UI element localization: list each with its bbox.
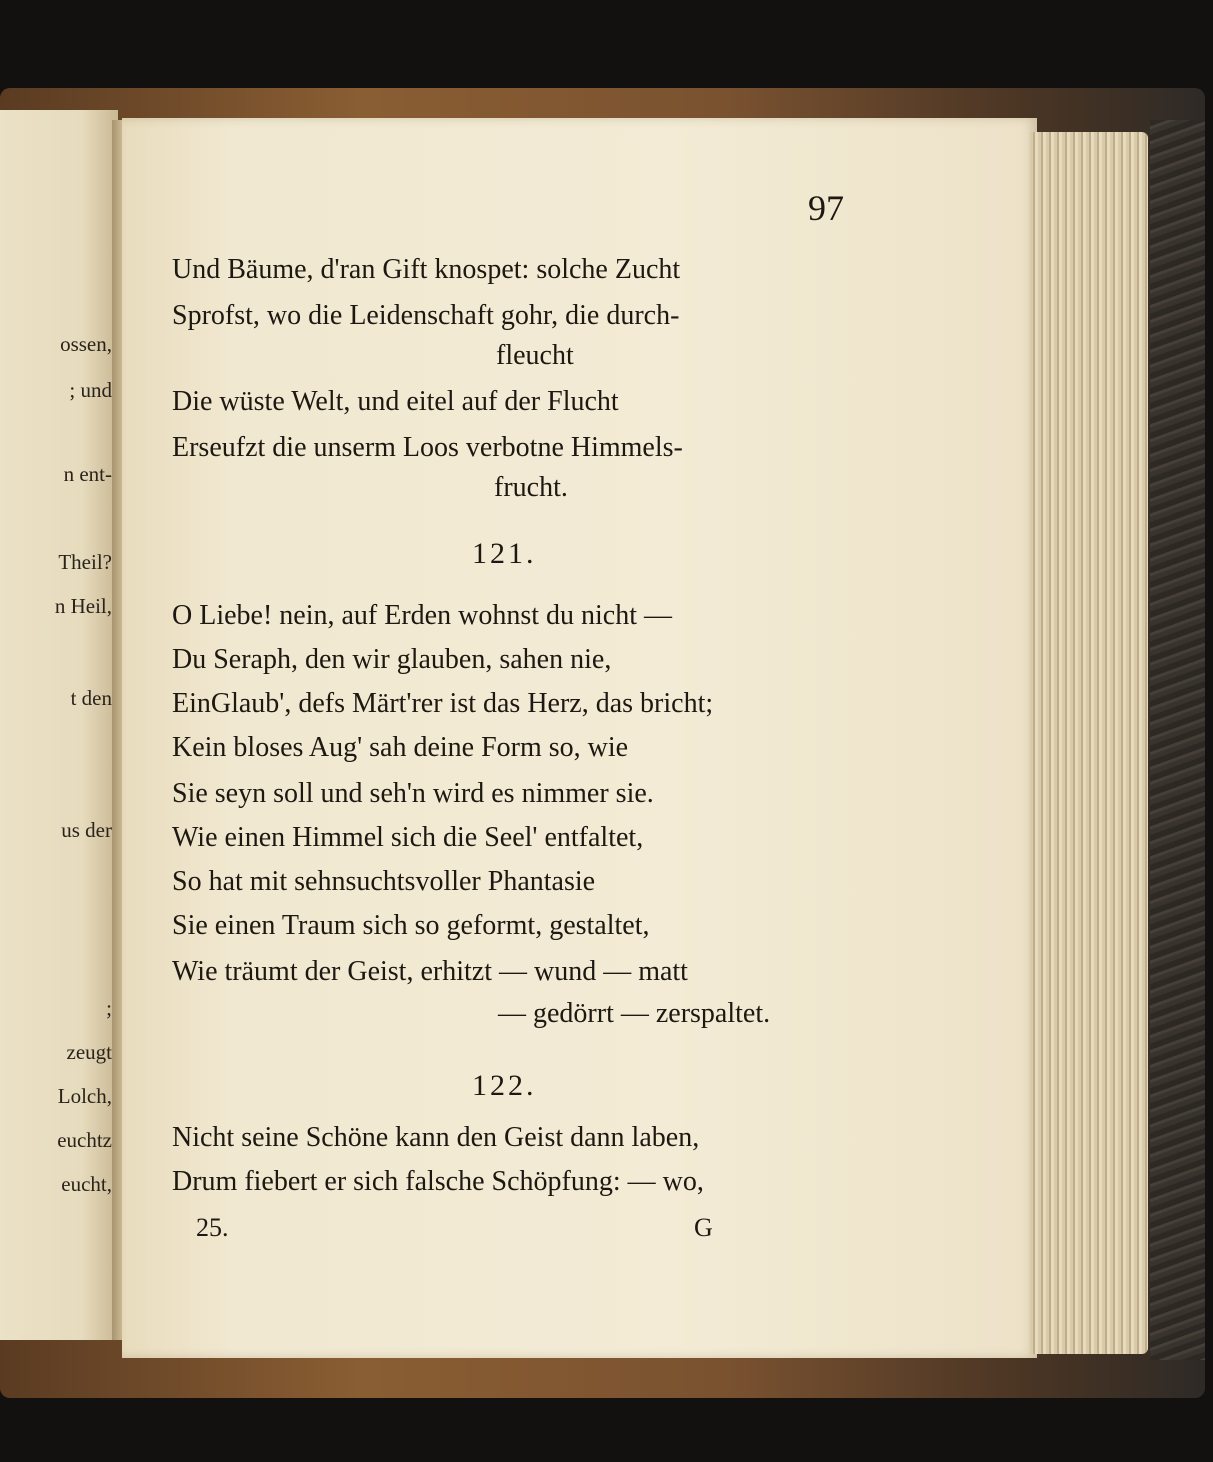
left-page-line: ossen, xyxy=(60,332,112,356)
page-edges xyxy=(1030,132,1148,1354)
left-page-line: eucht, xyxy=(61,1172,112,1196)
verse-line: fleucht xyxy=(496,340,574,371)
left-page-line: us der xyxy=(61,818,112,842)
verse-line: Drum fiebert er sich falsche Schöpfung: — wo, xyxy=(172,1166,704,1197)
verse-line: Sprofst, wo die Leidenschaft gohr, die durch- xyxy=(172,300,680,331)
signature-letter: G xyxy=(694,1213,713,1242)
left-page-line: n ent- xyxy=(63,462,112,486)
verse-line: Du Seraph, den wir glauben, sahen nie, xyxy=(172,644,612,675)
verse-line: Und Bäume, d'ran Gift knospet: solche Zucht xyxy=(172,254,681,285)
left-page-line: n Heil, xyxy=(54,594,112,618)
verse-line: O Liebe! nein, auf Erden wohnst du nicht — xyxy=(172,600,672,631)
left-page-line: Theil? xyxy=(58,550,112,574)
signature-number: 25. xyxy=(196,1213,229,1242)
verse-line: Erseufzt die unserm Loos verbotne Himmels- xyxy=(172,432,683,463)
left-page-line: ; xyxy=(106,996,112,1020)
verse-line: So hat mit sehnsuchtsvoller Phantasie xyxy=(172,866,596,897)
stanza-number: 121. xyxy=(472,537,537,570)
page-number: 97 xyxy=(808,188,844,228)
verse-line: Wie träumt der Geist, erhitzt — wund — matt xyxy=(172,956,688,987)
verse-line: Kein bloses Aug' sah deine Form so, wie xyxy=(172,732,629,763)
cover-marbled-edge xyxy=(1150,120,1205,1360)
verse-line: Sie einen Traum sich so geformt, gestaltet, xyxy=(172,910,650,941)
left-page-line: t den xyxy=(70,686,112,710)
verse-line: frucht. xyxy=(494,472,568,503)
verse-line: Die wüste Welt, und eitel auf der Flucht xyxy=(172,386,619,417)
verse-line: EinGlaub', defs Märt'rer ist das Herz, das bricht; xyxy=(172,688,714,719)
stanza-number: 122. xyxy=(472,1069,537,1102)
left-page-line: ; und xyxy=(69,378,112,402)
left-page xyxy=(0,110,118,1340)
left-page-line: euchtz xyxy=(57,1128,112,1152)
verse-line: — gedörrt — zerspaltet. xyxy=(498,998,771,1029)
left-page-line: zeugt xyxy=(66,1040,112,1064)
verse-line: Nicht seine Schöne kann den Geist dann laben, xyxy=(172,1122,700,1153)
right-page xyxy=(122,118,1037,1358)
verse-line: Sie seyn soll und seh'n wird es nimmer sie. xyxy=(172,778,654,809)
left-page-line: Lolch, xyxy=(57,1084,112,1108)
verse-line: Wie einen Himmel sich die Seel' entfaltet, xyxy=(172,822,644,853)
